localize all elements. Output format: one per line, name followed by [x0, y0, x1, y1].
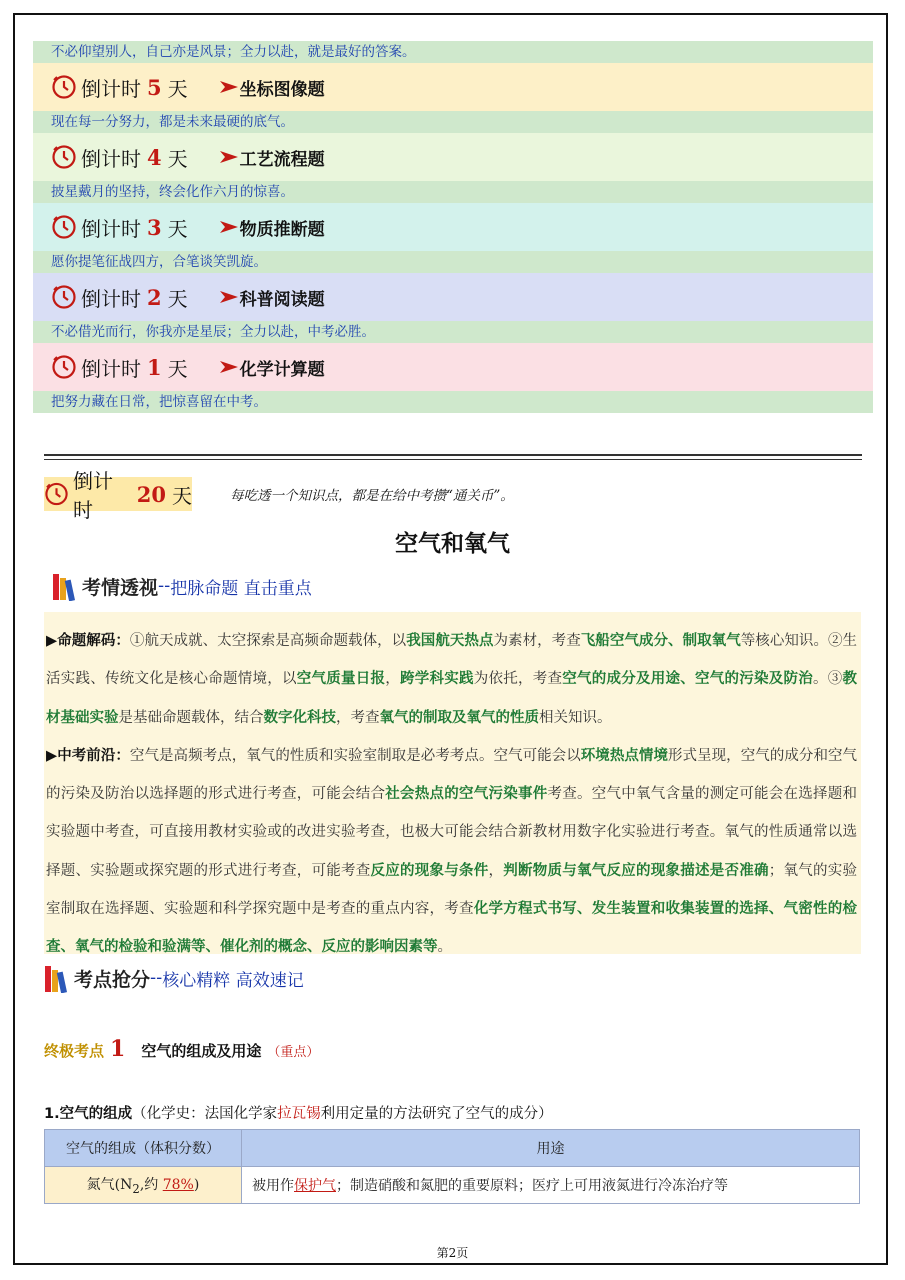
cell-text: ,约 — [139, 1177, 163, 1194]
countdown-row — [33, 63, 873, 111]
clock-icon — [51, 284, 77, 310]
cell-highlight: 保护气 — [294, 1178, 336, 1194]
countdown-label: 倒计时 — [81, 356, 141, 381]
key-point-label: 终极考点 — [44, 1042, 105, 1060]
countdown-topic: 化学计算题 — [239, 359, 325, 380]
section-title: 考情透视 — [82, 576, 159, 599]
air-composition-heading — [44, 1102, 553, 1123]
table-header-cell: 用途 — [242, 1130, 860, 1167]
countdown-days: 1 — [147, 354, 162, 380]
clock-icon — [51, 214, 77, 240]
motto: 现在每一分努力，都是未来最硬的底气。 — [33, 111, 873, 133]
analysis-paragraph-1 — [46, 622, 857, 737]
countdown-days: 5 — [147, 74, 162, 100]
section-subtitle: 把脉命题 直击重点 — [170, 578, 312, 599]
countdown-label: 倒计时 — [81, 286, 141, 311]
body-text: 为依托，考查 — [473, 671, 563, 688]
countdown-row — [33, 133, 873, 181]
body-text: 是基础命题载体，结合 — [118, 709, 264, 726]
analysis-box — [44, 612, 861, 954]
body-text: ①航天成就、太空探索是高频命题载体，以 — [129, 633, 407, 649]
cell-text: 被用作 — [252, 1178, 294, 1194]
highlight-text: 判断物质与氧气反应的现象描述是否准确 — [503, 861, 769, 879]
air-composition-table — [44, 1129, 860, 1204]
analysis-label-1: ▶命题解码： — [46, 633, 130, 649]
highlight-text: 空气质量日报 — [296, 670, 386, 688]
analysis-text-2 — [46, 748, 857, 955]
cell-text: 氮气(N — [86, 1177, 133, 1194]
motto-top: 不必仰望别人，自己亦是风景；全力以赴，就是最好的答案。 — [33, 41, 873, 63]
countdown-topic: 物质推断题 — [239, 219, 325, 240]
highlight-text: 反应的现象与条件 — [370, 861, 489, 879]
motto: 愿你提笔征战四方，合笔谈笑凯旋。 — [33, 251, 873, 273]
section-header-points — [44, 963, 304, 993]
countdown-topic: 坐标图像题 — [239, 79, 325, 100]
body-text: 。③ — [813, 671, 843, 688]
divider-line — [44, 454, 862, 456]
books-icon — [44, 963, 70, 993]
countdown-unit: 天 — [172, 483, 192, 508]
body-text: 等核心知识。②生活实践、传统文化是核心命题情境，以 — [46, 633, 858, 688]
highlight-text: 飞船空气成分、制取氧气 — [580, 632, 741, 649]
analysis-paragraph-2 — [46, 737, 857, 967]
highlight-text: 数字化科技 — [263, 708, 336, 726]
air-heading-post: 利用定量的方法研究了空气的成分） — [320, 1106, 553, 1122]
cell-subscript: 2 — [132, 1181, 140, 1196]
section-sep: -- — [150, 968, 163, 988]
page-title: 空气和氧气 — [395, 531, 510, 557]
arrow-icon — [220, 360, 238, 374]
countdown-row — [33, 343, 873, 391]
cell-text: ) — [193, 1177, 200, 1194]
highlight-text: 我国航天热点 — [406, 632, 494, 649]
air-heading-pre: （化学史：法国化学家 — [132, 1106, 278, 1122]
body-text: ， — [385, 671, 400, 688]
section-subtitle: 核心精粹 高效速记 — [162, 970, 304, 991]
clock-icon — [51, 144, 77, 170]
table-header-cell: 空气的组成（体积分数） — [45, 1130, 242, 1167]
countdown-row — [33, 273, 873, 321]
key-point-title: 空气的组成及用途 — [141, 1042, 262, 1060]
key-point-number: 1 — [110, 1036, 126, 1062]
page-number: 第2页 — [436, 1246, 469, 1260]
divider-line-thin — [44, 459, 862, 460]
highlight-text: 空气的成分及用途、空气的污染及防治 — [562, 670, 813, 688]
clock-icon — [51, 354, 77, 380]
countdown-topic: 科普阅读题 — [239, 289, 325, 310]
highlight-text: 社会热点的空气污染事件 — [385, 785, 548, 803]
body-text: ， — [488, 862, 504, 879]
body-text: 。 — [437, 939, 452, 956]
body-text: 形式呈现，空气的成分和空气的污染及防治以选择题的形式进行考查，可能会结合 — [46, 747, 858, 803]
body-text: 为素材，考查 — [493, 633, 581, 649]
books-icon — [52, 571, 78, 601]
key-point-tag: （重点） — [267, 1045, 320, 1060]
countdown-unit: 天 — [167, 286, 188, 311]
clock-icon — [44, 481, 69, 507]
countdown-list — [33, 41, 873, 413]
clock-icon — [51, 74, 77, 100]
arrow-icon — [220, 290, 238, 304]
analysis-label-2: ▶中考前沿： — [46, 747, 130, 764]
arrow-icon — [220, 220, 238, 234]
countdown-label: 倒计时 — [73, 469, 114, 522]
key-point-heading — [44, 1036, 319, 1062]
countdown-row — [33, 203, 873, 251]
table-cell-usage — [242, 1167, 860, 1204]
cell-text: ；制造硝酸和氮肥的重要原料；医疗上可用液氮进行冷冻治疗等 — [336, 1178, 728, 1194]
countdown-label: 倒计时 — [81, 146, 141, 171]
body-text: 考查。空气中氧气含量的测定可能会在选择题和实验题中考查，可直接用教材实验或的改进实验考查，也极大可能会结合新教材用数字化实验进行考查。氧气的性质通常以选择题、实验题或探究题的形式进行考查，可能考查 — [46, 786, 857, 879]
countdown-20-motto: 每吃透一个知识点，都是在给中考攒“通关币”。 — [230, 488, 514, 504]
analysis-text-1 — [46, 633, 857, 726]
countdown-topic: 工艺流程题 — [239, 149, 325, 170]
motto: 披星戴月的坚持，终会化作六月的惊喜。 — [33, 181, 873, 203]
highlight-text: 环境热点情境 — [580, 746, 669, 764]
table-row — [45, 1167, 860, 1204]
motto: 不必借光而行，你我亦是星辰；全力以赴，中考必胜。 — [33, 321, 873, 343]
motto: 把努力藏在日常，把惊喜留在中考。 — [33, 391, 873, 413]
highlight-text: 氧气的制取及氧气的性质 — [379, 708, 539, 726]
section-sep: -- — [158, 576, 171, 596]
air-heading-bold: 1.空气的组成 — [44, 1106, 133, 1122]
arrow-icon — [220, 80, 238, 94]
highlight-text: 化学方程式书写、发生装置和收集装置的选择、气密性的检查、氧气的检验和验满等、催化剂的概念、反应的影响因素等 — [46, 900, 857, 956]
countdown-unit: 天 — [167, 216, 188, 241]
body-text: 空气是高频考点，氧气的性质和实验室制取是必考考点。空气可能会以 — [129, 747, 581, 764]
section-title: 考点抢分 — [74, 968, 151, 991]
countdown-label: 倒计时 — [81, 216, 141, 241]
highlight-text: 跨学科实践 — [400, 670, 474, 688]
air-heading-scientist: 拉瓦锡 — [277, 1106, 321, 1122]
table-header-row — [45, 1130, 860, 1167]
countdown-20-badge — [44, 469, 192, 522]
arrow-icon — [220, 150, 238, 164]
countdown-days: 3 — [147, 214, 162, 240]
body-text: 相关知识。 — [539, 709, 612, 726]
highlight-text: 教材基础实验 — [46, 670, 857, 726]
cell-percent: 78% — [162, 1177, 194, 1194]
countdown-unit: 天 — [167, 146, 188, 171]
countdown-label: 倒计时 — [81, 76, 141, 101]
countdown-unit: 天 — [167, 356, 188, 381]
countdown-days: 2 — [147, 284, 162, 310]
table-cell-component — [45, 1167, 242, 1204]
countdown-days: 4 — [147, 144, 162, 170]
countdown-unit: 天 — [167, 76, 188, 101]
countdown-days: 20 — [136, 481, 166, 507]
section-header-analysis — [52, 571, 312, 601]
body-text: ，考查 — [336, 709, 380, 726]
body-text: ；氧气的实验室制取在选择题、实验题和科学探究题中是考查的重点内容，考查 — [46, 862, 857, 918]
